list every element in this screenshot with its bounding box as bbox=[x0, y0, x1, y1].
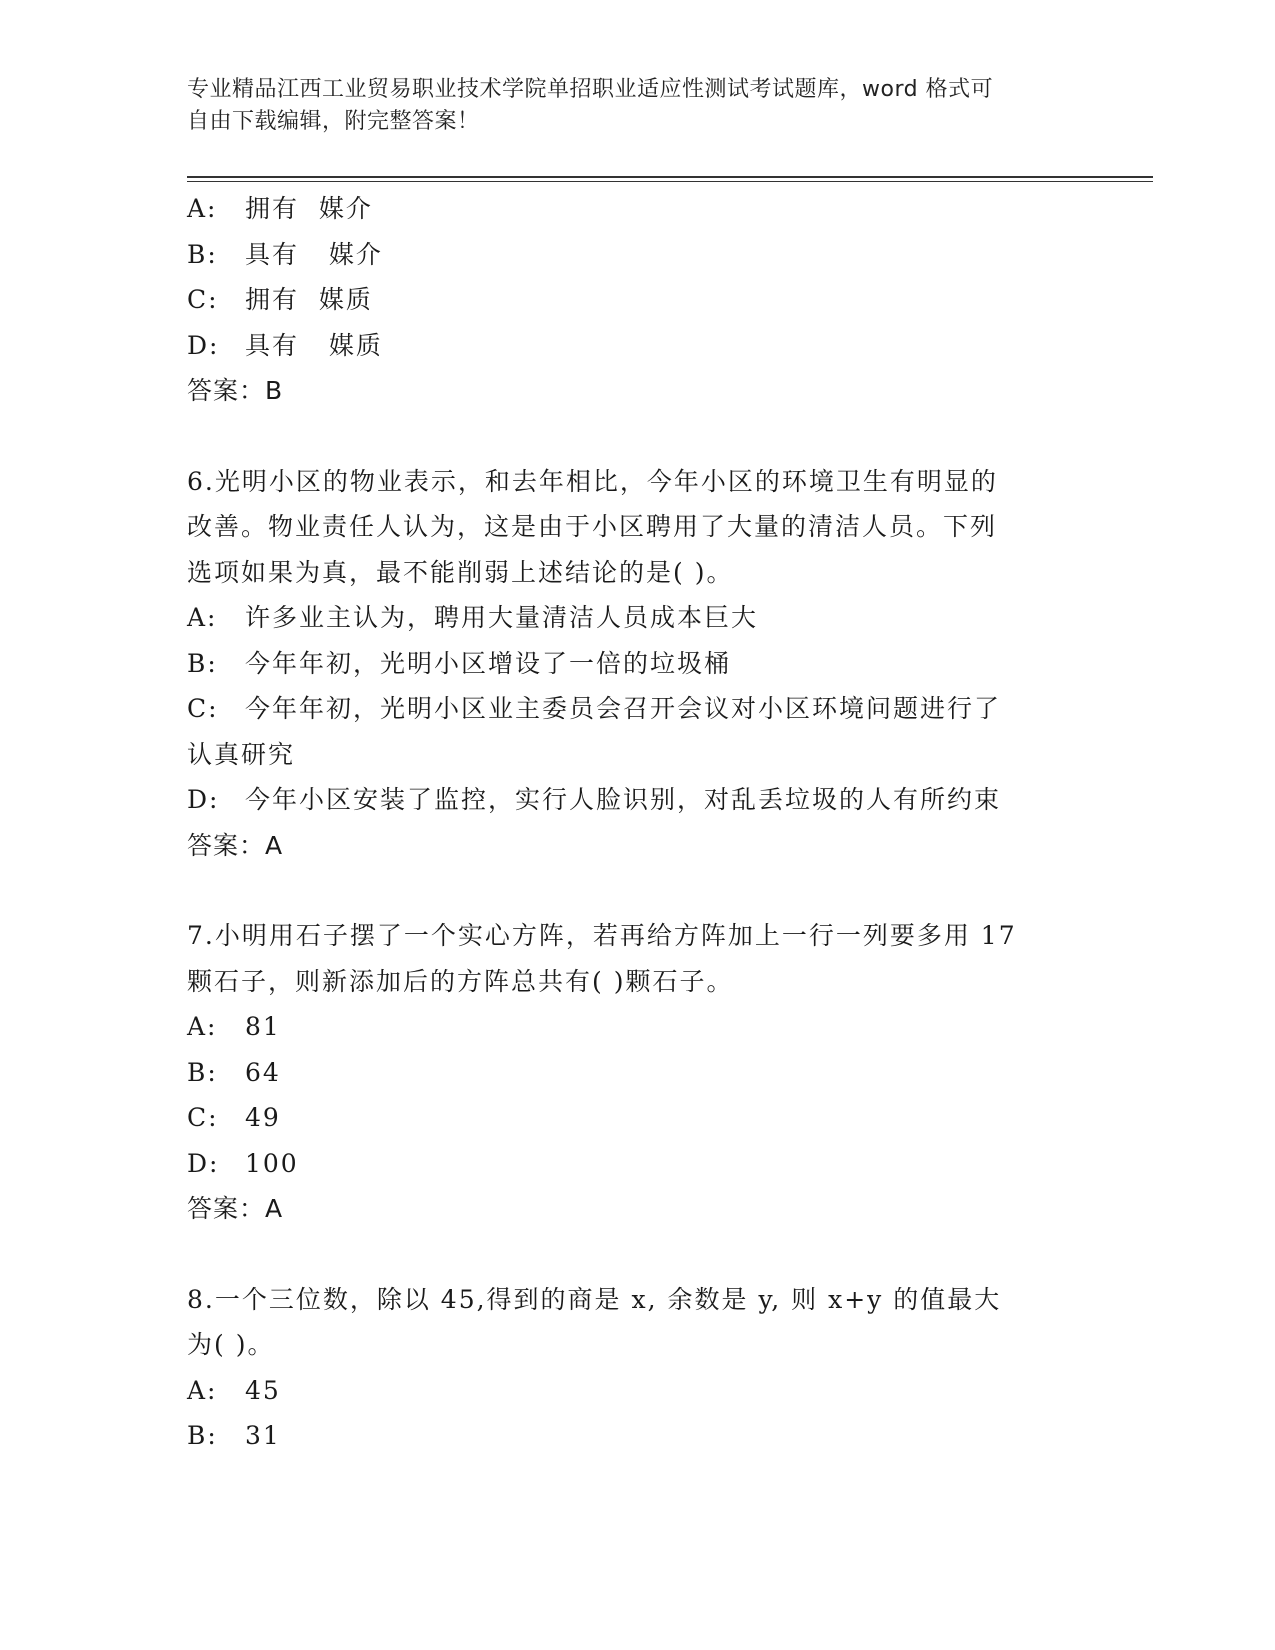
question-8 bbox=[187, 1277, 1087, 1459]
option-text-continuation: 认真研究 bbox=[187, 739, 296, 769]
option-text: 64 bbox=[245, 1057, 281, 1087]
header-divider-thick bbox=[187, 176, 1153, 178]
option-text: 今年年初，光明小区业主委员会召开会议对小区环境问题进行了 bbox=[245, 694, 1002, 723]
header-line-2: 自由下载编辑，附完整答案！ bbox=[187, 109, 480, 134]
option-a bbox=[187, 186, 1087, 232]
option-label: B: bbox=[187, 1057, 218, 1087]
option-label: C: bbox=[187, 285, 219, 314]
option-b bbox=[187, 232, 1087, 278]
answer-line: 答案：B bbox=[187, 376, 284, 405]
option-a bbox=[187, 1368, 1087, 1414]
option-text: 许多业主认为，聘用大量清洁人员成本巨大 bbox=[245, 603, 759, 632]
question-5-options bbox=[187, 186, 1087, 414]
header-divider-thin bbox=[187, 181, 1153, 182]
option-d bbox=[187, 323, 1087, 369]
option-text: 具有 媒介 bbox=[245, 239, 383, 269]
spacer bbox=[187, 414, 1087, 459]
question-7 bbox=[187, 913, 1087, 1232]
option-label: B: bbox=[187, 648, 218, 678]
option-d bbox=[187, 777, 1087, 823]
option-text: 今年年初，光明小区增设了一倍的垃圾桶 bbox=[245, 648, 732, 678]
question-6 bbox=[187, 459, 1087, 869]
option-c bbox=[187, 277, 1087, 323]
option-text: 拥有 媒介 bbox=[245, 194, 373, 223]
option-text: 81 bbox=[245, 1012, 281, 1041]
document-header bbox=[187, 74, 1067, 138]
option-text: 100 bbox=[245, 1148, 299, 1178]
option-text: 45 bbox=[245, 1375, 281, 1405]
option-text: 拥有 媒质 bbox=[245, 285, 373, 314]
option-text: 49 bbox=[245, 1103, 281, 1132]
question-content bbox=[187, 186, 1087, 1459]
option-c bbox=[187, 1095, 1087, 1141]
option-text: 具有 媒质 bbox=[245, 330, 383, 360]
answer-line: 答案：A bbox=[187, 1194, 284, 1223]
option-a bbox=[187, 595, 1087, 641]
option-text: 今年小区安装了监控，实行人脸识别，对乱丢垃圾的人有所约束 bbox=[245, 785, 1002, 814]
option-b bbox=[187, 1413, 1087, 1459]
option-label: C: bbox=[187, 1103, 219, 1132]
option-a bbox=[187, 1004, 1087, 1050]
option-label: A: bbox=[187, 603, 218, 632]
option-c bbox=[187, 686, 1087, 732]
question-stem-line: 颗石子，则新添加后的方阵总共有( )颗石子。 bbox=[187, 966, 734, 996]
option-label: A: bbox=[187, 1012, 218, 1041]
option-label: D: bbox=[187, 1148, 220, 1178]
option-label: D: bbox=[187, 785, 220, 814]
header-line-1: 专业精品江西工业贸易职业技术学院单招职业适应性测试考试题库，word 格式可 bbox=[187, 77, 994, 102]
question-stem-line: 为( )。 bbox=[187, 1330, 275, 1359]
option-b bbox=[187, 641, 1087, 687]
option-label: D: bbox=[187, 330, 220, 360]
question-stem-line: 7.小明用石子摆了一个实心方阵，若再给方阵加上一行一列要多用 17 bbox=[187, 921, 1017, 950]
option-label: B: bbox=[187, 1421, 218, 1450]
option-d bbox=[187, 1141, 1087, 1187]
option-b bbox=[187, 1050, 1087, 1096]
option-label: A: bbox=[187, 194, 218, 223]
question-stem-line: 6.光明小区的物业表示，和去年相比，今年小区的环境卫生有明显的 bbox=[187, 466, 998, 496]
answer-line: 答案：A bbox=[187, 830, 284, 860]
question-stem-line: 改善。物业责任人认为，这是由于小区聘用了大量的清洁人员。下列 bbox=[187, 512, 998, 541]
option-label: B: bbox=[187, 239, 218, 269]
question-stem-line: 8.一个三位数，除以 45,得到的商是 x, 余数是 y, 则 x+y 的值最大 bbox=[187, 1284, 1002, 1314]
spacer bbox=[187, 1232, 1087, 1277]
option-label: C: bbox=[187, 694, 219, 723]
spacer bbox=[187, 868, 1087, 913]
question-stem-line: 选项如果为真，最不能削弱上述结论的是( )。 bbox=[187, 557, 734, 587]
option-text: 31 bbox=[245, 1421, 281, 1450]
option-label: A: bbox=[187, 1375, 218, 1405]
